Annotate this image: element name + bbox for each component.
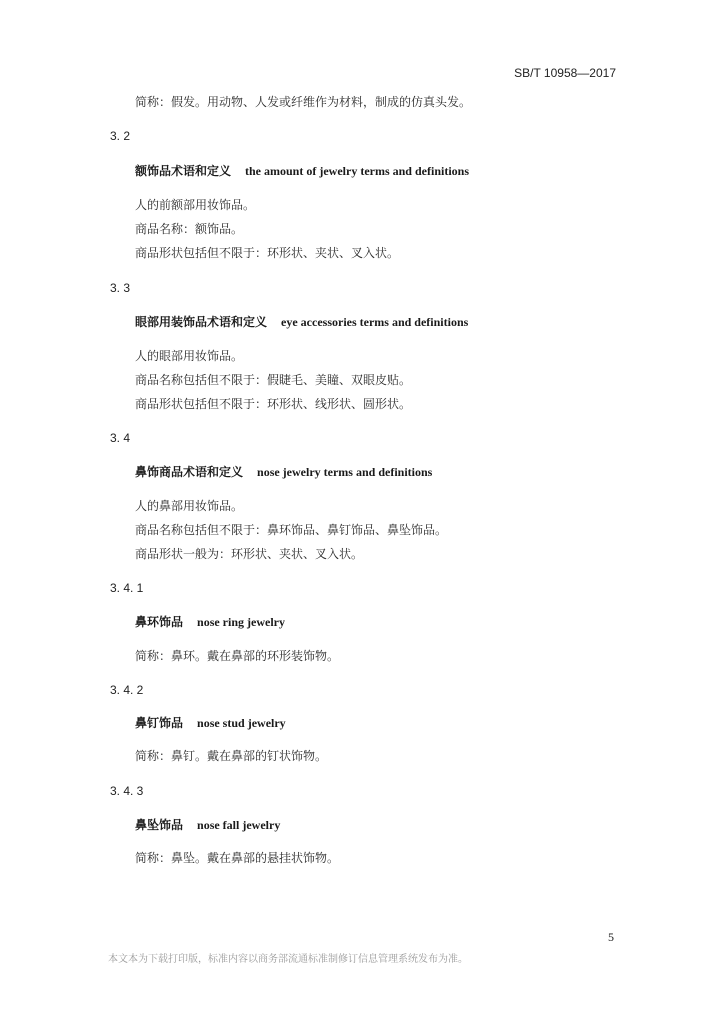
definition-line: 商品名称包括但不限于：假睫毛、美瞳、双眼皮贴。 — [135, 373, 412, 387]
term-cn: 鼻饰商品术语和定义 — [135, 465, 244, 479]
term-en: eye accessories terms and definitions — [281, 315, 469, 329]
term-en: the amount of jewelry terms and definitions — [245, 164, 469, 178]
definition-line: 人的前额部用妆饰品。 — [135, 198, 256, 212]
section-number-3-4: 3. 4 — [110, 431, 131, 445]
definition-line: 商品形状包括但不限于：环形状、线形状、圆形状。 — [135, 397, 412, 411]
term-heading-3-4-2 — [135, 715, 286, 731]
term-heading-3-3 — [135, 314, 468, 330]
definition-line: 商品形状包括但不限于：环形状、夹状、叉入状。 — [135, 246, 400, 260]
term-cn: 鼻环饰品 — [135, 615, 184, 629]
section-number-3-3: 3. 3 — [110, 281, 131, 295]
term-en: nose ring jewelry — [197, 615, 285, 629]
definition-line: 商品名称：额饰品。 — [135, 222, 244, 236]
term-en: nose stud jewelry — [197, 716, 286, 730]
term-heading-3-4 — [135, 464, 432, 480]
definition-line: 简称：鼻钉。戴在鼻部的钉状饰物。 — [135, 749, 328, 763]
intro-line: 简称：假发。用动物、人发或纤维作为材料，制成的仿真头发。 — [135, 95, 472, 109]
definition-line: 人的鼻部用妆饰品。 — [135, 499, 244, 513]
term-heading-3-2 — [135, 163, 469, 179]
term-heading-3-4-3 — [135, 817, 280, 833]
section-number-3-4-2: 3. 4. 2 — [110, 683, 144, 697]
standard-code: SB/T 10958—2017 — [514, 66, 616, 80]
definition-line: 商品名称包括但不限于：鼻环饰品、鼻钉饰品、鼻坠饰品。 — [135, 523, 448, 537]
footer-note: 本文本为下载打印版，标准内容以商务部流通标准制修订信息管理系统发布为准。 — [108, 954, 468, 965]
page-number: 5 — [608, 930, 614, 944]
definition-line: 简称：鼻环。戴在鼻部的环形装饰物。 — [135, 649, 340, 663]
term-en: nose fall jewelry — [197, 818, 281, 832]
definition-line: 商品形状一般为：环形状、夹状、叉入状。 — [135, 547, 364, 561]
section-number-3-4-3: 3. 4. 3 — [110, 784, 144, 798]
definition-line: 简称：鼻坠。戴在鼻部的悬挂状饰物。 — [135, 851, 340, 865]
term-heading-3-4-1 — [135, 614, 285, 630]
term-en: nose jewelry terms and definitions — [257, 465, 433, 479]
term-cn: 鼻坠饰品 — [135, 818, 184, 832]
section-number-3-2: 3. 2 — [110, 129, 131, 143]
term-cn: 额饰品术语和定义 — [135, 164, 232, 178]
definition-line: 人的眼部用妆饰品。 — [135, 349, 244, 363]
section-number-3-4-1: 3. 4. 1 — [110, 581, 144, 595]
term-cn: 鼻钉饰品 — [135, 716, 184, 730]
term-cn: 眼部用装饰品术语和定义 — [135, 315, 268, 329]
